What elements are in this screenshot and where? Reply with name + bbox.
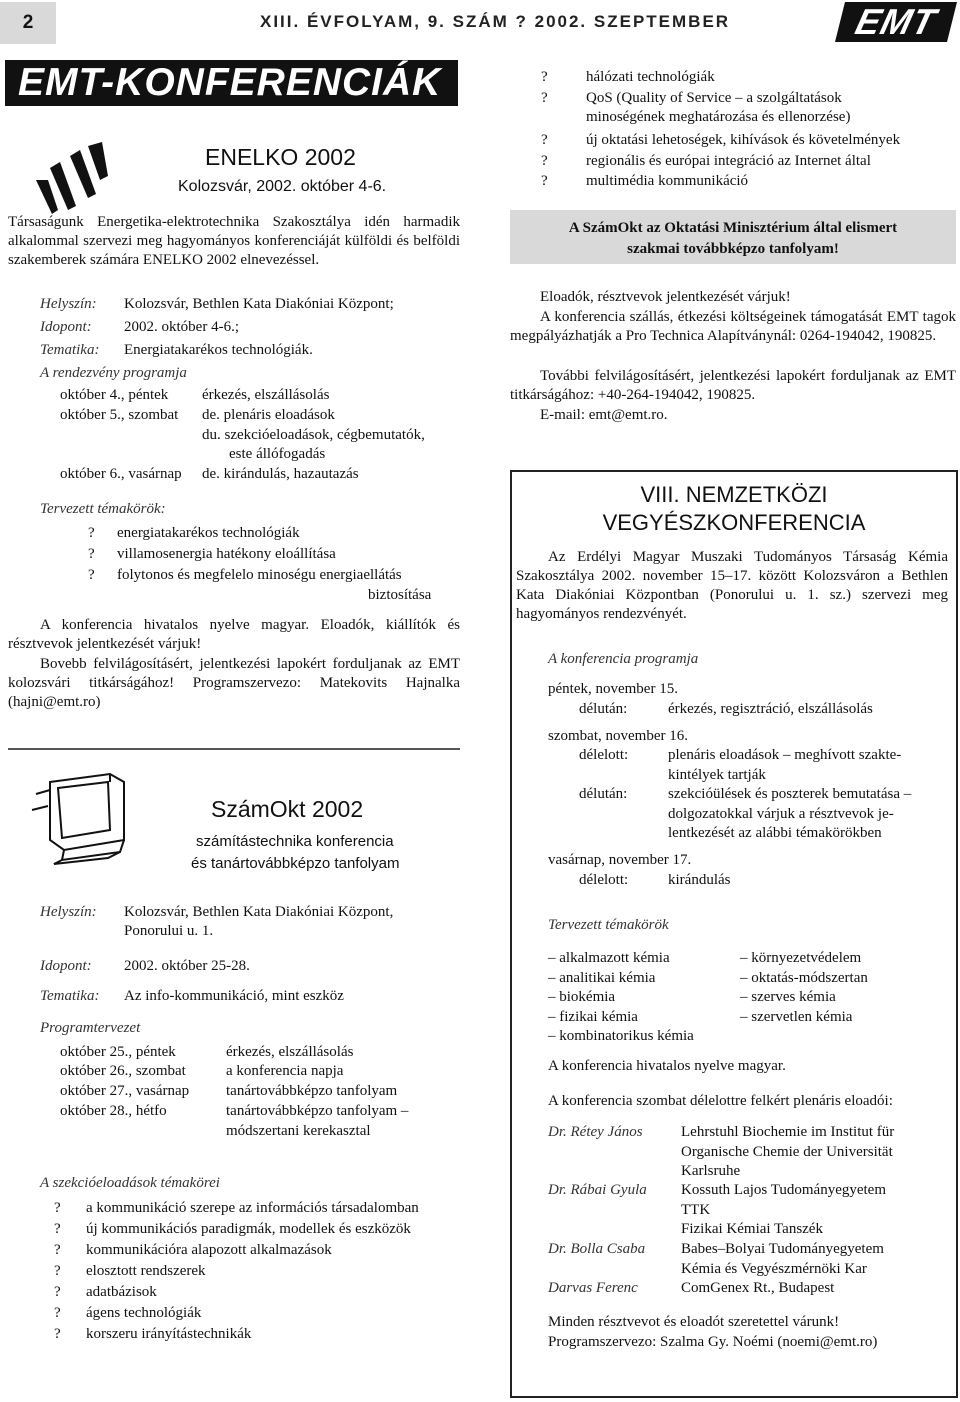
chem-program-title: A konferencia programja [548,651,699,667]
enelko-topic: villamosenergia hatékony eloállítása [117,546,336,562]
enelko-program-day: október 4., péntek [60,387,169,403]
chem-topic: – szerves kémia [740,989,836,1005]
banner-title: EMT-KONFERENCIÁK [18,61,442,104]
issue-line: XIII. ÉVFOLYAM, 9. SZÁM ? 2002. SZEPTEMBER [260,12,731,31]
szamokt-value-theme: Az info-kommunikáció, mint eszköz [124,988,344,1004]
chem-topic: – szervetlen kémia [740,1008,853,1025]
chem-time: délelott: [579,872,629,888]
szamokt-program-day: október 25., péntek [60,1044,176,1060]
page-number: 2 [0,2,56,44]
enelko-intro: Társaságunk Energetika-elektrotechnika Szakosztálya idén harmadik alkalommal szervezi meg hagyományos konferenciáját külföldi és belföldi szakemberek számára ENELKO 2002 elnevezéssel. [8,214,460,268]
bullet-mark: ? [88,525,95,541]
chem-topic: – biokémia [548,989,616,1005]
chem-activity: dolgozatokkal várjuk a résztvevok je- [668,806,894,822]
enelko-program-text: du. szekcióeloadások, cégbemutatók, [202,427,425,443]
bullet-mark: ? [88,567,95,583]
chem-plenary-intro: A konferencia szombat délelottre felkért plenáris eloadói: [548,1093,893,1109]
section-divider [8,748,460,750]
enelko-value-date: 2002. október 4-6.; [124,319,239,335]
speaker-affiliation: Organische Chemie der Universität [681,1143,893,1160]
bullet-mark: ? [54,1305,61,1321]
enelko-title: ENELKO 2002 [205,144,356,170]
chem-topic: – analitikai kémia [548,969,656,986]
bullet-mark: ? [54,1263,61,1279]
speaker-name: Darvas Ferenc [548,1280,638,1296]
szamokt-label-theme: Tematika: [40,988,100,1004]
chem-day: szombat, november 16. [548,728,688,744]
speaker-affiliation: Karlsruhe [681,1163,741,1179]
szamokt-topic: adatbázisok [86,1284,157,1300]
szamokt-topic: kommunikációra alapozott alkalmazások [86,1242,332,1258]
bullet-mark: ? [54,1221,61,1237]
bullet-mark: ? [54,1284,61,1300]
enelko-value-place: Kolozsvár, Bethlen Kata Diakóniai Központ; [124,296,394,312]
szamokt-program-day: október 26., szombat [60,1063,186,1079]
szamokt-program-title: Programtervezet [40,1020,141,1036]
szamokt-topic: QoS (Quality of Service – a szolgáltatások [586,90,842,106]
enelko-footer-2: Bovebb felvilágosításért, jelentkezési lapokért forduljanak az EMT kolozsvári titkárságához! Programszervezo: Matekovits Hajnalka (hajni@emt.ro) [8,656,460,710]
szamokt-topic: elosztott rendszerek [86,1263,206,1279]
chem-time: délelott: [579,747,629,763]
enelko-topics-title: Tervezett témakörök: [40,501,166,517]
szamokt-topic: multimédia kommunikáció [586,173,749,189]
chem-topic: – kombinatorikus kémia [548,1028,694,1044]
speaker-affiliation: Babes–Bolyai Tudományegyetem [681,1241,884,1257]
accreditation-line-1: A SzámOkt az Oktatási Minisztérium által elismert [568,220,898,236]
szamokt-program-text: tanártovábbképzo tanfolyam [226,1083,398,1099]
szamokt-value-date: 2002. október 25-28. [124,958,250,974]
szamokt-topic: hálózati technológiák [586,69,715,85]
szamokt-topic: ágens technológiák [86,1305,202,1321]
computer-monitor-icon [28,770,140,870]
szamokt-sub1: számítástechnika konferencia [196,833,394,850]
enelko-value-theme: Energiatakarékos technológiák. [124,342,313,358]
szamokt-program-text: a konferencia napja [226,1063,344,1079]
szamokt-topic: korszeru irányítástechnikák [86,1326,252,1342]
enelko-program-text: de. kirándulás, hazautazás [202,466,359,482]
enelko-topic: energiatakarékos technológiák [117,525,300,541]
szamokt-email: E-mail: emt@emt.ro. [540,407,668,423]
chem-title-2: VEGYÉSZKONFERENCIA [602,510,866,535]
speaker-name: Dr. Rábai Gyula [548,1182,647,1198]
szamokt-topic: új oktatási lehetoségek, kihívások és követelmények [586,132,901,148]
bullet-mark: ? [54,1242,61,1258]
speaker-affiliation: Lehrstuhl Biochemie im Institut für [681,1124,895,1140]
enelko-program-text: de. plenáris eloadások [202,407,335,423]
chem-closing-2: Programszervezo: Szalma Gy. Noémi (noemi@emt.ro) [548,1334,878,1350]
bullet-mark: ? [541,69,548,85]
enelko-logo-icon [30,140,110,218]
chem-intro: Az Erdélyi Magyar Muszaki Tudományos Társaság Kémia Szakosztálya 2002. november 15–17. között Kolozsváron a Bethlen Kata Diakóniai Központban (Ponorului u. 1. sz.) szervezi meg hagyományos rendezvényét. [516,549,948,622]
enelko-program-text: este állófogadás [229,446,326,462]
enelko-footer-1: A konferencia hivatalos nyelve magyar. Eloadók, kiállítók és résztvevok jelentkezését várjuk! [8,617,460,652]
bullet-mark: ? [541,173,548,189]
speaker-name: Dr. Rétey János [548,1124,643,1140]
enelko-program-day: október 5., szombat [60,407,179,423]
chem-topic: – fizikai kémia [548,1008,638,1025]
chem-closing-1: Minden résztvevot és eloadót szeretettel várunk! [548,1314,840,1330]
szamokt-footer-1: Eloadók, résztvevok jelentkezését várjuk! [540,289,791,305]
szamokt-topic: új kommunikációs paradigmák, modellek és eszközök [86,1221,411,1237]
chem-activity: plenáris eloadások – meghívott szakte- [668,747,902,763]
bullet-mark: ? [88,546,95,562]
szamokt-program-text: érkezés, elszállásolás [226,1044,354,1060]
accreditation-line-2: szakmai továbbképzo tanfolyam! [627,241,839,257]
szamokt-label-place: Helyszín: [40,904,97,920]
szamokt-topic: minoségének meghatározása és ellenorzése) [586,109,851,125]
bullet-mark: ? [54,1326,61,1342]
chem-activity: kirándulás [668,872,731,888]
enelko-subtitle: Kolozsvár, 2002. október 4-6. [178,178,387,195]
szamokt-value-place: Kolozsvár, Bethlen Kata Diakóniai Központ, [124,904,394,920]
szamokt-program-text: tanártovábbképzo tanfolyam – [226,1103,409,1119]
chem-topic: – oktatás-módszertan [740,969,868,986]
speaker-affiliation: ComGenex Rt., Budapest [681,1280,835,1296]
chem-activity: kintélyek tartják [668,767,766,783]
chem-language: A konferencia hivatalos nyelve magyar. [548,1058,786,1074]
enelko-program-text: érkezés, elszállásolás [202,387,330,403]
bullet-mark: ? [541,90,548,106]
enelko-label-date: Idopont: [40,319,92,335]
enelko-program-title: A rendezvény programja [40,365,187,381]
speaker-affiliation: Fizikai Kémiai Tanszék [681,1221,823,1237]
chem-topics-title: Tervezett témakörök [548,917,669,933]
szamokt-topics-title: A szekcióeloadások témakörei [40,1175,220,1191]
speaker-name: Dr. Bolla Csaba [548,1241,646,1257]
chem-day: péntek, november 15. [548,681,678,697]
bullet-mark: ? [54,1200,61,1216]
chem-activity: szekcióülések és poszterek bemutatása – [668,786,912,802]
szamokt-topic: regionális és európai integráció az Internet által [586,153,871,169]
chem-title-1: VIII. NEMZETKÖZI [640,482,828,507]
speaker-affiliation: Kémia és Vegyészmérnöki Kar [681,1260,867,1277]
szamokt-footer-3: További felvilágosításért, jelentkezési lapokért forduljanak az EMT titkárságához: +40-264-194042, 190825. [510,368,956,403]
chem-topic: – alkalmazott kémia [548,950,670,966]
szamokt-topic: a kommunikáció szerepe az információs társadalomban [86,1200,419,1216]
enelko-label-theme: Tematika: [40,342,100,358]
szamokt-title: SzámOkt 2002 [211,796,364,822]
chem-activity: érkezés, regisztráció, elszállásolás [668,701,873,717]
chem-time: délután: [579,701,628,717]
chem-activity: lentkezését az alábbi témakörökben [668,825,882,841]
szamokt-footer-2: A konferencia szállás, étkezési költségeinek támogatását EMT tagok megpályázhatják a Pro Technica Alapítványnál: 0264-194042, 190825. [510,309,956,344]
chem-day: vasárnap, november 17. [548,852,692,868]
speaker-affiliation: Kossuth Lajos Tudományegyetem [681,1182,886,1198]
szamokt-value-place-2: Ponorului u. 1. [124,923,214,939]
enelko-topic: folytonos és megfelelo minoségu energiaellátás [117,567,402,583]
szamokt-sub2: és tanártovábbképzo tanfolyam [191,855,400,872]
szamokt-label-date: Idopont: [40,958,92,974]
bullet-mark: ? [541,153,548,169]
bullet-mark: ? [541,132,548,148]
szamokt-program-day: október 27., vasárnap [60,1083,190,1099]
emt-logo: EMT [835,2,957,42]
szamokt-program-day: október 28., hétfo [60,1103,167,1119]
szamokt-program-text: módszertani kerekasztal [226,1123,371,1139]
speaker-affiliation: TTK [681,1201,711,1218]
chem-time: délután: [579,786,628,802]
chem-topic: – környezetvédelem [740,950,862,966]
enelko-program-day: október 6., vasárnap [60,466,182,482]
enelko-topic-cont: biztosítása [368,587,432,603]
enelko-label-place: Helyszín: [40,296,97,312]
